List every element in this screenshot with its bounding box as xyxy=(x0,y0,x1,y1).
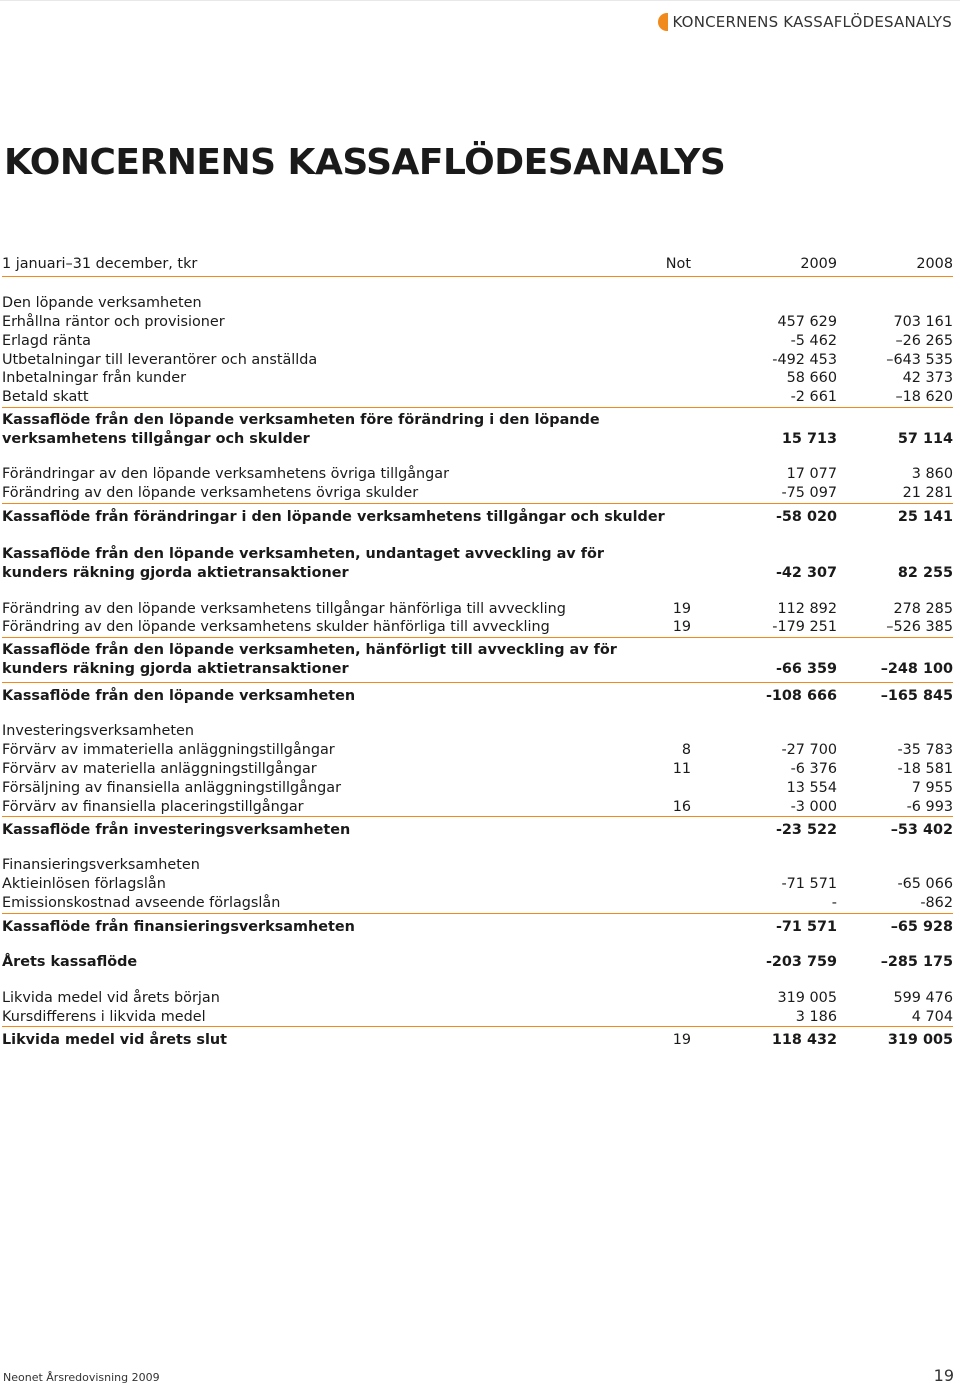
running-header-text: KONCERNENS KASSAFLÖDESANALYS xyxy=(672,13,952,31)
total-row-cash: Likvida medel vid årets slut 19 118 432 319 005 xyxy=(2,1026,953,1049)
column-header-row xyxy=(2,256,953,276)
footer-publication: Neonet Årsredovisning 2009 xyxy=(3,1371,160,1384)
section-heading-investing: Investeringsverksamheten xyxy=(2,723,194,740)
table-row: Förändringar av den löpande verksamhetens övriga tillgångar 17 077 3 860 xyxy=(2,465,953,482)
table-row: Emissionskostnad avseende förlagslån - -862 xyxy=(2,895,953,912)
section-heading-operating: Den löpande verksamheten xyxy=(2,295,202,311)
total-row-financing: Kassaflöde från finansieringsverksamheten -71 571 –65 928 xyxy=(2,913,953,936)
cash-flow-table xyxy=(2,256,953,1049)
running-header xyxy=(658,13,952,31)
table-row: Erlagd ränta -5 462 –26 265 xyxy=(2,332,953,349)
section-heading-financing: Finansieringsverksamheten xyxy=(2,857,200,874)
table-row: Förvärv av immateriella anläggningstillgångar 8 -27 700 -35 783 xyxy=(2,742,953,759)
top-rule xyxy=(0,0,960,5)
table-row: Aktieinlösen förlagslån -71 571 -65 066 xyxy=(2,876,953,893)
table-row: Förvärv av materiella anläggningstillgångar 11 -6 376 -18 581 xyxy=(2,760,953,777)
subtotal-row: Kassaflöde från den löpande verksamheten, undantaget avveckling av för kunders räkning gjorda aktietransaktioner -42 307 82 255 xyxy=(2,545,953,581)
page-number: 19 xyxy=(933,1366,954,1385)
period-header: 1 januari–31 december, tkr xyxy=(2,256,198,272)
subtotal-row: Kassaflöde från förändringar i den löpande verksamhetens tillgångar och skulder -58 020 25 141 xyxy=(2,503,953,526)
total-row-operating: Kassaflöde från den löpande verksamheten -108 666 –165 845 xyxy=(2,682,953,705)
table-row: Förvärv av finansiella placeringstillgångar 16 -3 000 -6 993 xyxy=(2,798,953,815)
half-circle-icon xyxy=(658,13,668,31)
note-header: Not xyxy=(665,256,691,272)
table-row: Inbetalningar från kunder 58 660 42 373 xyxy=(2,370,953,387)
table-row: Kursdifferens i likvida medel 3 186 4 704 xyxy=(2,1008,953,1025)
table-row: Betald skatt -2 661 –18 620 xyxy=(2,389,953,406)
subtotal-row: Kassaflöde från den löpande verksamheten före förändring i den löpande verksamhetens tillgångar och skulder 15 713 57 114 xyxy=(2,407,953,448)
year-2009-header: 2009 xyxy=(800,256,837,272)
year-cash-flow-row: Årets kassaflöde -203 759 –285 175 xyxy=(2,953,953,970)
table-row: Erhållna räntor och provisioner 457 629 703 161 xyxy=(2,314,953,330)
table-row: Förändring av den löpande verksamhetens skulder hänförliga till avveckling 19 -179 251 –526 385 xyxy=(2,619,953,636)
table-row: Förändring av den löpande verksamhetens tillgångar hänförliga till avveckling 19 112 892 278 285 xyxy=(2,600,953,617)
total-row-investing: Kassaflöde från investeringsverksamheten -23 522 –53 402 xyxy=(2,816,953,839)
table-row: Likvida medel vid årets början 319 005 599 476 xyxy=(2,989,953,1006)
year-2008-header: 2008 xyxy=(916,256,953,272)
table-row: Förändring av den löpande verksamhetens övriga skulder -75 097 21 281 xyxy=(2,484,953,501)
table-row: Utbetalningar till leverantörer och anställda -492 453 –643 535 xyxy=(2,351,953,368)
table-row: Försäljning av finansiella anläggningstillgångar 13 554 7 955 xyxy=(2,779,953,796)
subtotal-row: Kassaflöde från den löpande verksamheten, hänförligt till avveckling av för kunders räkning gjorda aktietransaktioner -66 359 –248 100 xyxy=(2,637,953,678)
page-title: KONCERNENS KASSAFLÖDESANALYS xyxy=(4,142,726,183)
